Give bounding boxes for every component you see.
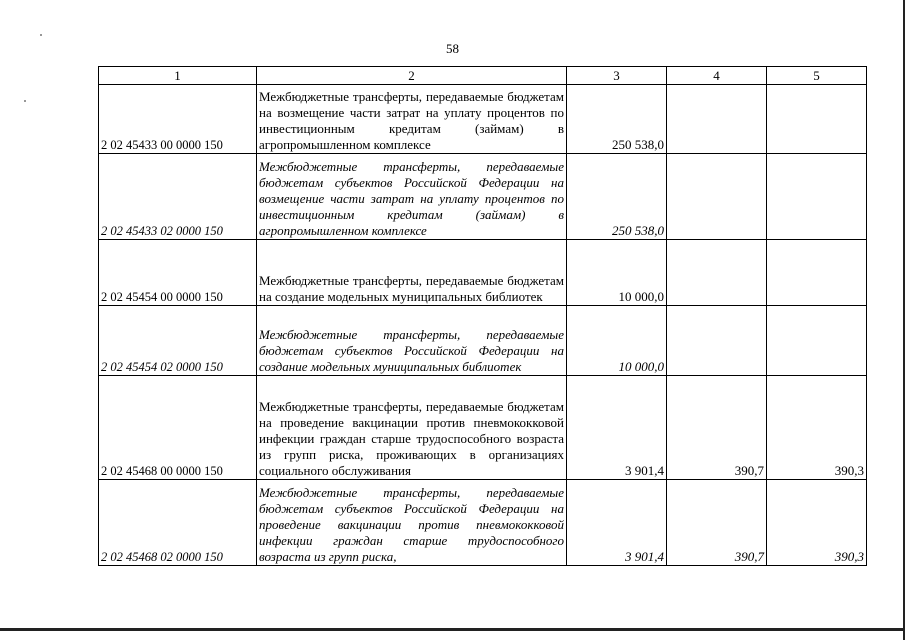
- value-col3: 10 000,0: [567, 240, 667, 306]
- table-row: [99, 85, 867, 154]
- column-header: 1: [99, 67, 257, 85]
- value-col5: [767, 85, 867, 154]
- value-col5: [767, 154, 867, 240]
- value-col3: 10 000,0: [567, 306, 667, 376]
- budget-code: 2 02 45454 00 0000 150: [99, 240, 257, 306]
- table-row: [99, 154, 867, 240]
- budget-code: 2 02 45433 02 0000 150: [99, 154, 257, 240]
- column-header: 2: [257, 67, 567, 85]
- table-row: [99, 306, 867, 376]
- value-col4: [667, 85, 767, 154]
- value-col3: 250 538,0: [567, 85, 667, 154]
- table-header-row: [99, 67, 867, 85]
- value-col5: [767, 306, 867, 376]
- scan-speck: [24, 100, 26, 102]
- value-col4: [667, 154, 767, 240]
- value-col4: [667, 306, 767, 376]
- value-col5: 390,3: [767, 480, 867, 566]
- budget-code: 2 02 45468 00 0000 150: [99, 376, 257, 480]
- table-row: [99, 376, 867, 480]
- column-header: 3: [567, 67, 667, 85]
- value-col3: 3 901,4: [567, 376, 667, 480]
- item-description: Межбюджетные трансферты, передаваемые бюджетам субъектов Российской Федерации на проведение вакцинации против пневмококковой инфекции граждан старше трудоспособного возраста из групп риска,: [257, 480, 567, 566]
- scan-speck: [40, 34, 42, 36]
- value-col4: 390,7: [667, 480, 767, 566]
- item-description: Межбюджетные трансферты, передаваемые бюджетам на создание модельных муниципальных библиотек: [257, 240, 567, 306]
- item-description: Межбюджетные трансферты, передаваемые бюджетам субъектов Российской Федерации на создание модельных муниципальных библиотек: [257, 306, 567, 376]
- column-header: 4: [667, 67, 767, 85]
- scan-edge-bottom: [0, 628, 905, 631]
- item-description: Межбюджетные трансферты, передаваемые бюджетам на проведение вакцинации против пневмококковой инфекции граждан старше трудоспособного возраста из групп риска, проживающих в организациях социального обслуживания: [257, 376, 567, 480]
- budget-code: 2 02 45454 02 0000 150: [99, 306, 257, 376]
- budget-table: [98, 66, 867, 566]
- budget-code: 2 02 45468 02 0000 150: [99, 480, 257, 566]
- item-description: Межбюджетные трансферты, передаваемые бюджетам субъектов Российской Федерации на возмещение части затрат на уплату процентов по инвестиционным кредитам (займам) в агропромышленном комплексе: [257, 154, 567, 240]
- value-col5: 390,3: [767, 376, 867, 480]
- column-header: 5: [767, 67, 867, 85]
- budget-code: 2 02 45433 00 0000 150: [99, 85, 257, 154]
- value-col4: 390,7: [667, 376, 767, 480]
- value-col5: [767, 240, 867, 306]
- page-number: 58: [446, 41, 459, 56]
- table-row: [99, 240, 867, 306]
- value-col3: 3 901,4: [567, 480, 667, 566]
- value-col4: [667, 240, 767, 306]
- table-row: [99, 480, 867, 566]
- value-col3: 250 538,0: [567, 154, 667, 240]
- item-description: Межбюджетные трансферты, передаваемые бюджетам на возмещение части затрат на уплату процентов по инвестиционным кредитам (займам) в агропромышленном комплексе: [257, 85, 567, 154]
